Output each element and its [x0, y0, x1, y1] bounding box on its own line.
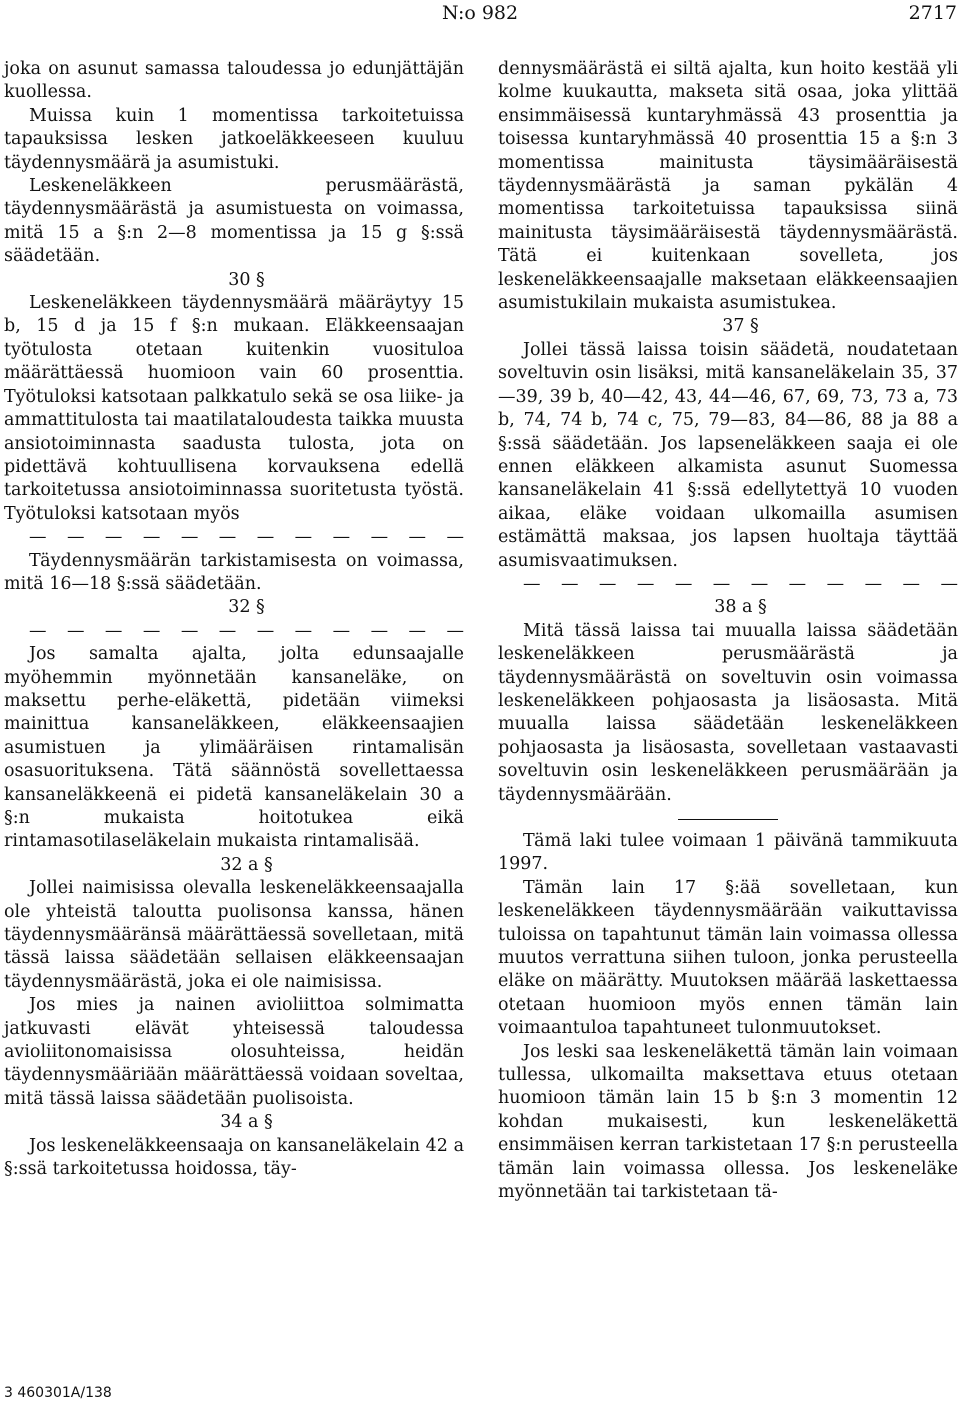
section-heading: 32 a § [220, 854, 273, 875]
divider-rule [678, 819, 778, 820]
page-number: 2717 [908, 2, 957, 24]
paragraph: Tämä laki tulee voimaan 1 päivänä tammikuuta 1997. [498, 831, 958, 875]
print-code: 3 460301A/138 [4, 1385, 112, 1401]
section-heading: 32 § [228, 597, 265, 618]
statute-number: N:o 982 [442, 2, 519, 24]
paragraph: Jos samalta ajalta, jolta edunsaajalle myöhemmin myönnetään kansaneläke, on maksettu perhe-eläkettä, pidetään viimeksi mainittua kansaneläkkeen, eläkkeensaajien asumistuen ja ylimääräisen rintamalisän osasuorituksena. Tätä säännöstä sovellettaessa kansaneläkkeenä ei pidetä kansaneläkelain 30 a §:n mukaista hoitotukea eikä rintamasotilaseläkelain mukaista rintamalisää. [4, 644, 464, 852]
paragraph: Tämän lain 17 §:ää sovelletaan, kun leskeneläkkeen täydennysmäärään vaikuttavissa tuloissa on tapahtunut tämän lain voimassa ollessa muutos verrattuna siihen tuloon, jonka perusteella eläke on määrätty. Muutoksen määrää laskettaessa otetaan huomioon myös ennen tämän lain voimaantuloa tapahtuneet tulonmuutokset. [498, 877, 958, 1039]
paragraph: Jollei tässä laissa toisin säädetä, noudatetaan soveltuvin osin lisäksi, mitä kansaneläkelain 35, 37—39, 39 b, 40—42, 43, 44—46, 67, 69, 73, 73 a, 73 b, 74, 74 b, 74 c, 75, 79—83, 84—86, 88 ja 88 a §:ssä säädetään. Jos lapseneläkkeen saaja ei ole ennen eläkkeen alkamista asunut Suomessa kansaneläkelain 41 §:ssä edellytettyä 10 vuoden aikaa, eläke voidaan ulkomailla asumisen estämättä maksaa, jos lapsen huoltaja täyttää asumisvaatimuksen. [498, 339, 958, 571]
omission-dashes: — — — — — — — — — — — — [29, 527, 464, 548]
paragraph: Jos leskeneläkkeensaaja on kansaneläkelain 42 a §:ssä tarkoitetussa hoidossa, täy- [4, 1135, 464, 1180]
section-heading: 38 a § [714, 597, 767, 618]
section-heading: 30 § [228, 269, 265, 290]
section-heading: 34 a § [220, 1112, 273, 1133]
section-heading: 37 § [722, 316, 759, 337]
paragraph: Täydennysmäärän tarkistamisesta on voimassa, mitä 16—18 §:ssä säädetään. [4, 550, 464, 594]
paragraph: joka on asunut samassa taloudessa jo edunjättäjän kuollessa. [4, 59, 464, 103]
paragraph: Jos mies ja nainen avioliittoa solmimatta jatkuvasti elävät yhteisessä taloudessa avioliitonomaisissa olosuhteissa, heidän täydennysmääriään määrättäessä voidaan soveltaa, mitä tässä laissa säädetään puolisoista. [4, 995, 464, 1109]
paragraph: Leskeneläkkeen täydennysmäärä määräytyy 15 b, 15 d ja 15 f §:n mukaan. Eläkkeensaajan työtulosta otetaan kuitenkin vuosituloa määrättäessä huomioon vain 60 prosenttia. Työtuloksi katsotaan palkkatulo sekä se osa liike- ja ammattitulosta tai maatilataloudesta taikka muusta ansiotoiminnasta saadusta tulosta, jota on pidettävä kohtuullisena korvauksena edellä tarkoitetussa ansiotoiminnassa suoritetusta työstä. Työtuloksi katsotaan myös [4, 293, 464, 524]
omission-dashes: — — — — — — — — — — — — [523, 573, 958, 594]
right-column [498, 58, 958, 1205]
omission-dashes: — — — — — — — — — — — — [29, 620, 464, 641]
paragraph: Muissa kuin 1 momentissa tarkoitetuissa tapauksissa lesken jatkoeläkkeeseen kuuluu täydennysmäärä ja asumistuki. [4, 105, 464, 173]
paragraph: Leskeneläkkeen perusmäärästä, täydennysmäärästä ja asumistuesta on voimassa, mitä 15 a §:n 2—8 momentissa ja 15 g §:ssä säädetään. [4, 176, 464, 267]
paragraph: Mitä tässä laissa tai muualla laissa säädetään leskeneläkkeen perusmäärästä ja täydennysmäärästä on soveltuvin osin voimassa leskeneläkkeen pohjaosasta ja lisäosasta. Mitä muualla laissa säädetään leskeneläkkeen pohjaosasta ja lisäosasta, sovelletaan vastaavasti soveltuvin osin leskeneläkkeen perusmäärään ja täydennysmäärään. [498, 620, 958, 805]
paragraph: dennysmäärästä ei siltä ajalta, kun hoito kestää yli kolme kuukautta, makseta sitä osaa, joka ylittää ensimmäisessä kuntaryhmässä 43 prosenttia ja toisessa kuntaryhmässä 40 prosenttia 15 a §:n 3 momentissa mainitusta täysimääräisestä täydennysmäärästä ja saman pykälän 4 momentissa tarkoitetuissa tapauksissa siinä mainitusta täysimääräisestä täydennysmäärästä. Tätä ei kuitenkaan sovelleta, jos leskeneläkkeensaajalle maksetaan eläkkeensaajien asumistukilain mukaista asumistukea. [498, 59, 958, 314]
left-column [4, 58, 464, 1182]
paragraph: Jos leski saa leskeneläkettä tämän lain voimaan tullessa, ulkomailta maksettava etuus otetaan huomioon tämän lain 15 b §:n 3 momentin 12 kohdan mukaisesti, kun leskeneläkettä ensimmäisen kerran tarkistetaan 17 §:n perusteella tämän lain voimassa ollessa. Jos leskeneläke myönnetään tai tarkistetaan tä- [498, 1041, 958, 1203]
paragraph: Jollei naimisissa olevalla leskeneläkkeensaajalla ole yhteistä taloutta puolisonsa kanssa, hänen täydennysmääränsä määrättäessä sovelletaan, mitä tässä laissa säädetään sellaisen eläkkeensaajan täydennysmäärästä, joka ei ole naimisissa. [4, 878, 464, 992]
